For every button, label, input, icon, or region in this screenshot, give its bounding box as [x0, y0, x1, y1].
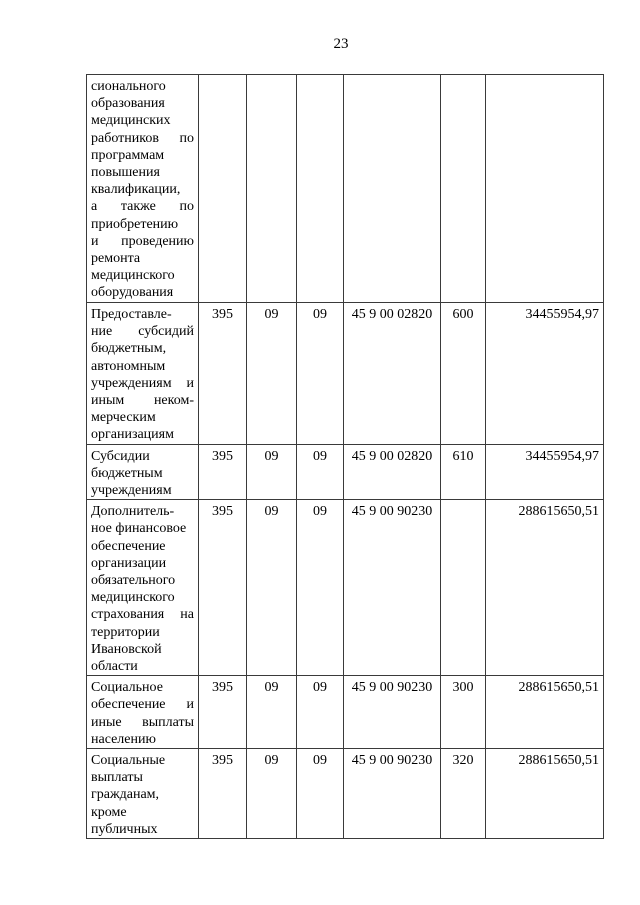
cell-target-article: 45 9 00 90230: [344, 500, 441, 676]
cell-section: 09: [247, 303, 297, 445]
name-line: организациям: [91, 427, 174, 443]
cell-ministry: 395: [199, 749, 247, 839]
name-line: обеспечение и: [91, 697, 194, 713]
cell-amount: 288615650,51: [486, 676, 604, 749]
cell-name: [87, 75, 199, 303]
name-line: выплаты: [91, 770, 143, 786]
name-line: гражданам,: [91, 787, 160, 803]
name-line: Социальное: [91, 680, 163, 696]
name-line: организации: [91, 555, 167, 571]
cell-ministry: 395: [199, 303, 247, 445]
cell-name: [87, 444, 199, 500]
page-number: 23: [333, 36, 349, 52]
name-line: населению: [91, 731, 156, 747]
name-line: публичных: [91, 821, 158, 837]
cell-section: 09: [247, 676, 297, 749]
cell-amount: 288615650,51: [486, 749, 604, 839]
name-line: обеспечение: [91, 538, 166, 554]
name-line: Субсидии: [91, 448, 150, 464]
name-line: программам: [91, 147, 165, 163]
name-line: учреждениям и: [91, 375, 194, 391]
cell-name: [87, 303, 199, 445]
name-line: сионального: [91, 79, 166, 94]
cell-ministry: 395: [199, 676, 247, 749]
cell-target-article: [344, 75, 441, 303]
table-body: [87, 75, 604, 839]
cell-section: 09: [247, 749, 297, 839]
cell-amount: 34455954,97: [486, 444, 604, 500]
name-line: Предоставле-: [91, 307, 172, 322]
name-line: бюджетным: [91, 465, 163, 481]
cell-subsection: 09: [297, 500, 344, 676]
table-row: [87, 749, 604, 839]
cell-target-article: 45 9 00 02820: [344, 444, 441, 500]
cell-name: [87, 500, 199, 676]
name-line: квалификации,: [91, 182, 181, 198]
name-line: мерческим: [91, 410, 156, 426]
cell-expense-type: 320: [441, 749, 486, 839]
cell-subsection: 09: [297, 749, 344, 839]
cell-target-article: 45 9 00 90230: [344, 749, 441, 839]
cell-section: 09: [247, 444, 297, 500]
cell-name: [87, 749, 199, 839]
name-line: ремонта: [91, 251, 141, 267]
name-line: а также по: [91, 199, 194, 215]
name-line: Дополнитель-: [91, 504, 175, 520]
cell-expense-type: 600: [441, 303, 486, 445]
cell-ministry: [199, 75, 247, 303]
name-line: образования: [91, 96, 165, 112]
name-line: Ивановской: [91, 641, 162, 657]
cell-section: [247, 75, 297, 303]
name-line: территории: [91, 624, 160, 640]
cell-subsection: 09: [297, 444, 344, 500]
name-line: медицинского: [91, 268, 175, 284]
cell-ministry: 395: [199, 444, 247, 500]
cell-amount: 288615650,51: [486, 500, 604, 676]
name-line: ние субсидий: [91, 324, 194, 340]
table-row: [87, 500, 604, 676]
name-line: учреждениям: [91, 483, 172, 499]
name-line: работников по: [91, 130, 194, 146]
cell-amount: 34455954,97: [486, 303, 604, 445]
name-line: обязательного: [91, 573, 176, 589]
cell-expense-type: 300: [441, 676, 486, 749]
cell-ministry: 395: [199, 500, 247, 676]
cell-subsection: 09: [297, 303, 344, 445]
name-line: повышения: [91, 165, 160, 181]
name-line: страхования на: [91, 607, 194, 623]
name-line: медицинского: [91, 590, 175, 606]
cell-expense-type: [441, 500, 486, 676]
name-line: медицинских: [91, 113, 171, 129]
cell-subsection: 09: [297, 676, 344, 749]
cell-expense-type: [441, 75, 486, 303]
name-line: бюджетным,: [91, 341, 167, 357]
cell-target-article: 45 9 00 90230: [344, 676, 441, 749]
cell-subsection: [297, 75, 344, 303]
name-line: и проведению: [91, 233, 194, 249]
name-line: автономным: [91, 358, 166, 374]
table-row: [87, 676, 604, 749]
cell-section: 09: [247, 500, 297, 676]
table-row: [87, 75, 604, 303]
cell-target-article: 45 9 00 02820: [344, 303, 441, 445]
cell-expense-type: 610: [441, 444, 486, 500]
name-line: иным неком-: [91, 393, 194, 409]
name-line: иные выплаты: [91, 714, 194, 730]
budget-table: [86, 74, 604, 839]
cell-name: [87, 676, 199, 749]
name-line: кроме: [91, 804, 127, 820]
name-line: области: [91, 659, 138, 675]
cell-amount: [486, 75, 604, 303]
table-row: [87, 303, 604, 445]
name-line: приобретению: [91, 216, 179, 232]
name-line: Социальные: [91, 753, 166, 769]
name-line: ное финансовое: [91, 521, 187, 537]
name-line: оборудования: [91, 285, 174, 301]
table-row: [87, 444, 604, 500]
